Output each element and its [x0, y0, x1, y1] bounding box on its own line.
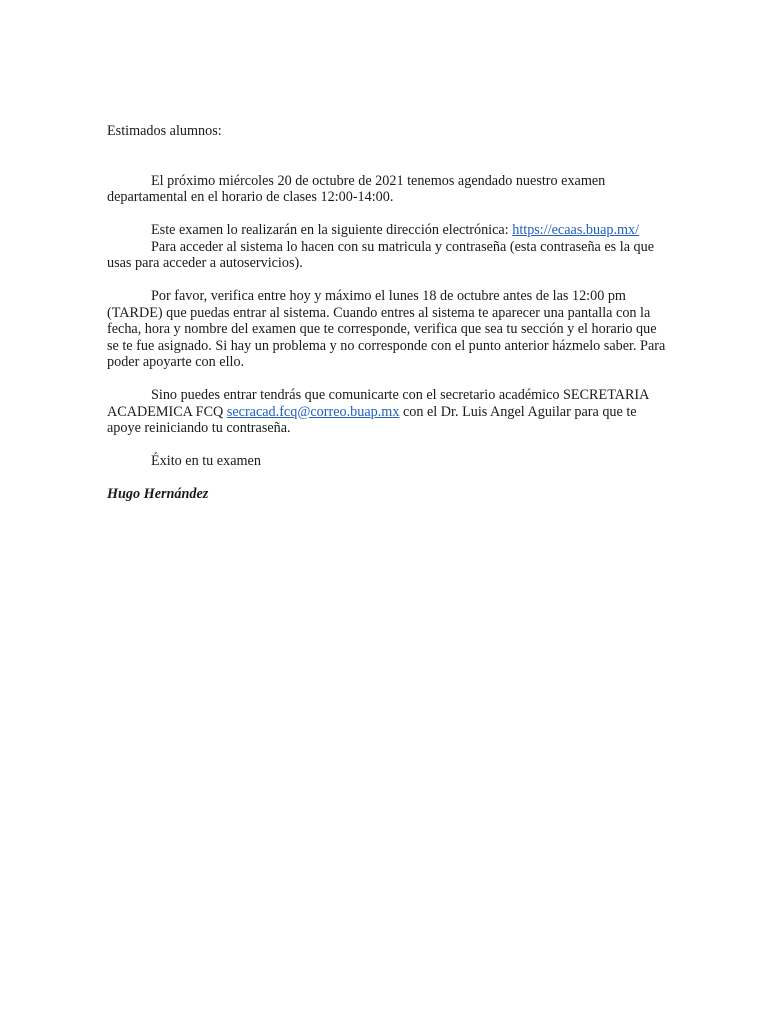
greeting: Estimados alumnos:: [107, 123, 222, 139]
signature: Hugo Hernández: [107, 486, 209, 502]
closing-line: Éxito en tu examen: [151, 453, 261, 469]
contact-text-after: con el Dr. Luis Angel Aguilar para que te apoye reiniciando tu contraseña.: [107, 403, 637, 436]
paragraph-exam-date: El próximo miércoles 20 de octubre de 2021 tenemos agendado nuestro examen departamental en el horario de clases 12:00-14:00.: [107, 172, 606, 205]
paragraph-contact-secretary: [107, 387, 667, 437]
paragraph-verify-access: Por favor, verifica entre hoy y máximo el lunes 18 de octubre antes de las 12:00 pm (TARDE) que puedas entrar al sistema. Cuando entres al sistema te aparecer una pantalla con la fecha, hora y nombre del examen que te corresponde, verifica que sea tu sección y el horario que se te fue asignado. Si hay un problema y no corresponde con el punto anterior házmelo saber. Para poder apoyarte con ello.: [107, 288, 666, 370]
secretary-email-link[interactable]: secracad.fcq@correo.buap.mx: [226, 403, 400, 420]
letter-body: [107, 123, 667, 503]
exam-address-text: Este examen lo realizarán en la siguiente dirección electrónica:: [151, 222, 513, 238]
paragraph-login-info: Para acceder al sistema lo hacen con su matricula y contraseña (esta contraseña es la que usas para acceder a autoservicios).: [107, 238, 655, 271]
paragraph-exam-address: [107, 222, 667, 239]
exam-url-link[interactable]: https://ecaas.buap.mx/: [512, 222, 640, 238]
contact-text-before: Sino puedes entrar tendrás que comunicarte con el secretario académico SECRETARIA ACADEMICA FCQ: [107, 387, 649, 420]
